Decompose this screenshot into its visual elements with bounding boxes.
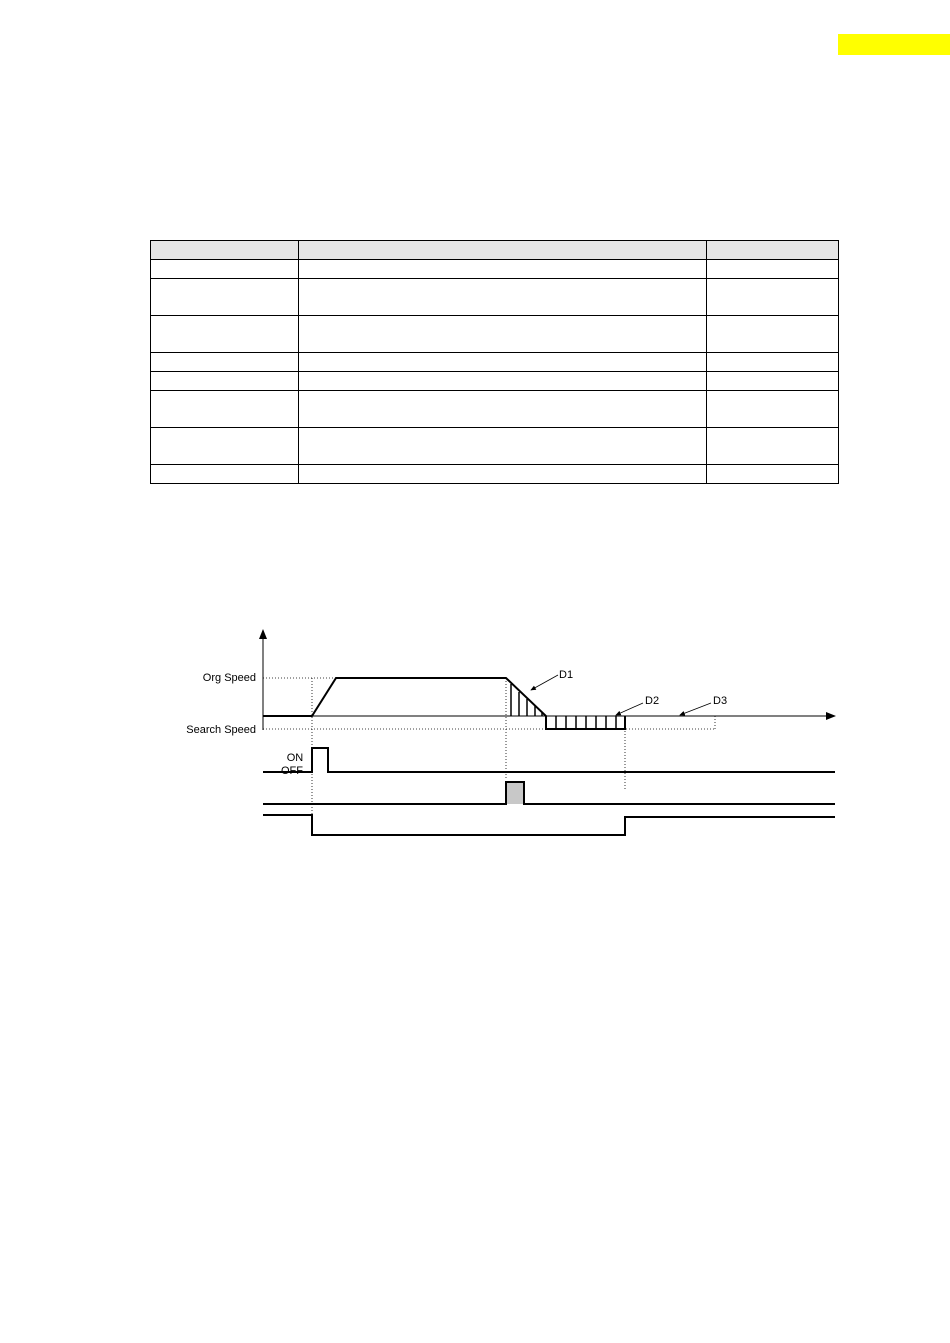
table-cell [707,279,839,316]
table-cell [299,260,707,279]
speed-profile [263,678,625,729]
dog-pulse-fill [506,782,524,804]
table-cell [707,260,839,279]
table-cell [151,391,299,428]
table-row [151,391,839,428]
table-cell [299,428,707,465]
table-cell [299,353,707,372]
d3-pointer [680,703,711,715]
table-row [151,260,839,279]
d2-label: D2 [645,695,660,707]
table-cell [299,316,707,353]
table-cell [299,372,707,391]
yellow-highlight-tab [838,34,950,55]
start-signal [263,748,835,772]
d1-hatching [511,684,542,716]
table-row [151,279,839,316]
table-cell [151,465,299,484]
table-row [151,316,839,353]
table-cell [299,279,707,316]
off-label: OFF [281,765,303,777]
table-cell [707,353,839,372]
table-cell [151,428,299,465]
table-cell [707,372,839,391]
table-row [151,428,839,465]
table-header-row [151,241,839,260]
table-cell [151,260,299,279]
table-cell [707,428,839,465]
parameter-table [150,240,839,484]
d1-pointer [531,675,558,690]
dog-signal [263,782,835,804]
org-speed-label: Org Speed [202,672,256,684]
table-cell [151,279,299,316]
table-cell [151,353,299,372]
table-cell [299,465,707,484]
table-row [151,353,839,372]
table-cell [707,316,839,353]
on-label: ON [286,752,304,764]
d3-label: D3 [713,695,728,707]
table-cell [707,465,839,484]
search-speed-label: Search Speed [186,724,256,736]
table-header-cell [299,241,707,260]
d2-hatching [556,716,616,729]
table-cell [299,391,707,428]
busy-signal [263,815,835,835]
table-cell [151,372,299,391]
homing-timing-diagram [170,620,850,850]
table-header-cell [707,241,839,260]
d2-pointer [616,703,643,715]
table-header-cell [151,241,299,260]
table-cell [151,316,299,353]
d1-label: D1 [559,669,574,681]
table-cell [707,391,839,428]
table-row [151,372,839,391]
table-row [151,465,839,484]
